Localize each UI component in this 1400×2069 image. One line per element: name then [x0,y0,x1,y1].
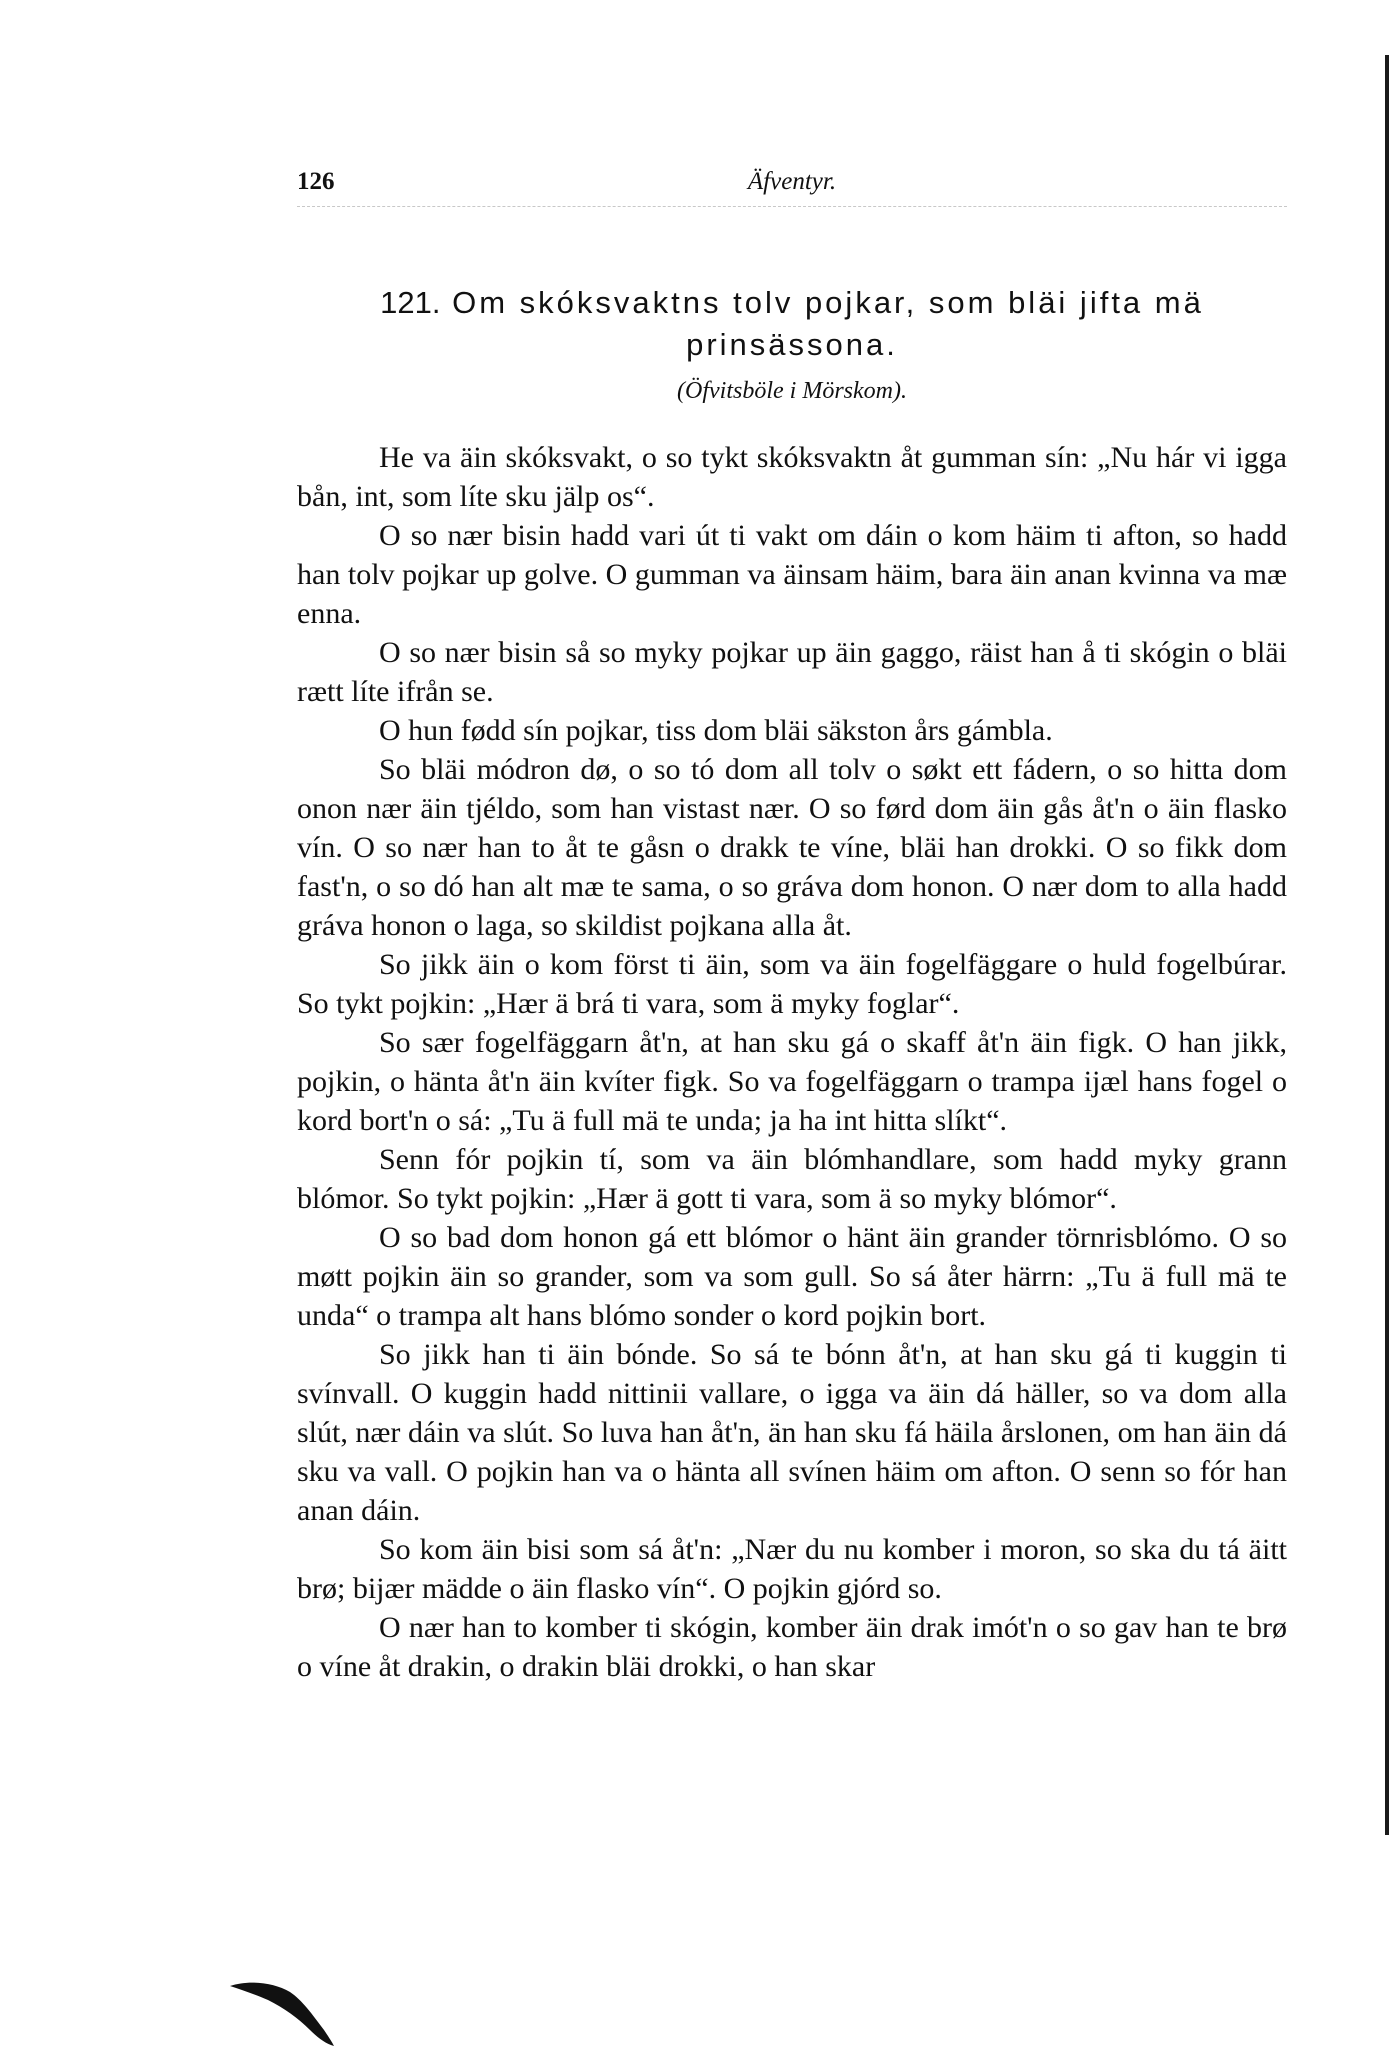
paragraph: Senn fór pojkin tí, som va äin blómhandlare, som hadd myky grann blómor. So tykt pojkin: „Hær ä gott ti vara, som ä so myky blómor“. [297,1143,1287,1215]
story-title [297,282,1287,366]
paragraph: O so bad dom honon gá ett blómor o hänt äin grander törnrisblómo. O so møtt pojkin äin so grander, som va som gull. So sá åter härrn: „Tu ä full mä te unda“ o trampa alt hans blómo sonder o kord pojkin bort. [297,1221,1287,1332]
paragraph: So bläi módron dø, o so tó dom all tolv o søkt ett fádern, o so hitta dom onon nær äin tjéldo, som han vistast nær. O so førd dom äin gås åt'n o äin flasko vín. O so nær han to åt te gåsn o drakk te víne, bläi han drokki. O so fikk dom fast'n, o so dó han alt mæ te sama, o so gráva dom honon. O nær dom to alla hadd gráva honon o laga, so skildist pojkana alla åt. [297,753,1287,942]
story-title-line-1 [297,282,1287,324]
paragraph: O hun fødd sín pojkar, tiss dom bläi säkston års gámbla. [379,714,1053,747]
story-title-line-2: prinsässona. [686,327,898,362]
running-title: Äfventyr. [747,168,837,195]
ink-blot-mark [228,1978,338,2048]
paragraph: O nær han to komber ti skógin, komber äin drak imót'n o so gav han te brø o víne åt drakin, o drakin bläi drokki, o han skar [297,1611,1287,1683]
story-title-text: Om skóksvaktns tolv pojkar, som bläi jifta mä [452,285,1204,320]
paragraph: So kom äin bisi som sá åt'n: „Nær du nu komber i moron, so ska du tá äitt brø; bijær mädde o äin flasko vín“. O pojkin gjórd so. [297,1533,1287,1605]
page-number: 126 [297,168,335,195]
running-head [297,168,1287,208]
paragraph: So sær fogelfäggarn åt'n, at han sku gá o skaff åt'n äin figk. O han jikk, pojkin, o hänta åt'n äin kvíter figk. So va fogelfäggarn o trampa ijæl hans fogel o kord bort'n o sá: „Tu ä full mä te unda; ja ha int hitta slíkt“. [297,1026,1287,1137]
paragraph: O so nær bisin hadd vari út ti vakt om dáin o kom häim ti afton, so hadd han tolv pojkar up golve. O gumman va äinsam häim, bara äin anan kvinna va mæ enna. [297,519,1287,630]
paragraph: He va äin skóksvakt, o so tykt skóksvaktn åt gumman sín: „Nu hár vi igga bån, int, som líte sku jälp os“. [297,441,1287,513]
paragraph: O so nær bisin så so myky pojkar up äin gaggo, räist han å ti skógin o bläi rætt líte ifrån se. [297,636,1287,708]
paragraph: So jikk han ti äin bónde. So sá te bónn åt'n, at han sku gá ti kuggin ti svínvall. O kuggin hadd nittinii vallare, o igga va äin dá häller, so va dom alla slút, nær dáin va slút. So luva han åt'n, än han sku fá häila årslonen, om han äin dá sku va vall. O pojkin han va o hänta all svínen häim om afton. O senn so fór han anan dáin. [297,1338,1287,1527]
body-text [297,438,1287,1686]
story-source: (Öfvitsböle i Mörskom). [677,378,907,404]
page-edge-shadow [1385,55,1389,1835]
header-rule [297,206,1287,207]
paragraph: So jikk äin o kom först ti äin, som va äin fogelfäggare o huld fogelbúrar. So tykt pojkin: „Hær ä brá ti vara, som ä myky foglar“. [297,948,1287,1020]
story-number: 121. [380,285,441,320]
